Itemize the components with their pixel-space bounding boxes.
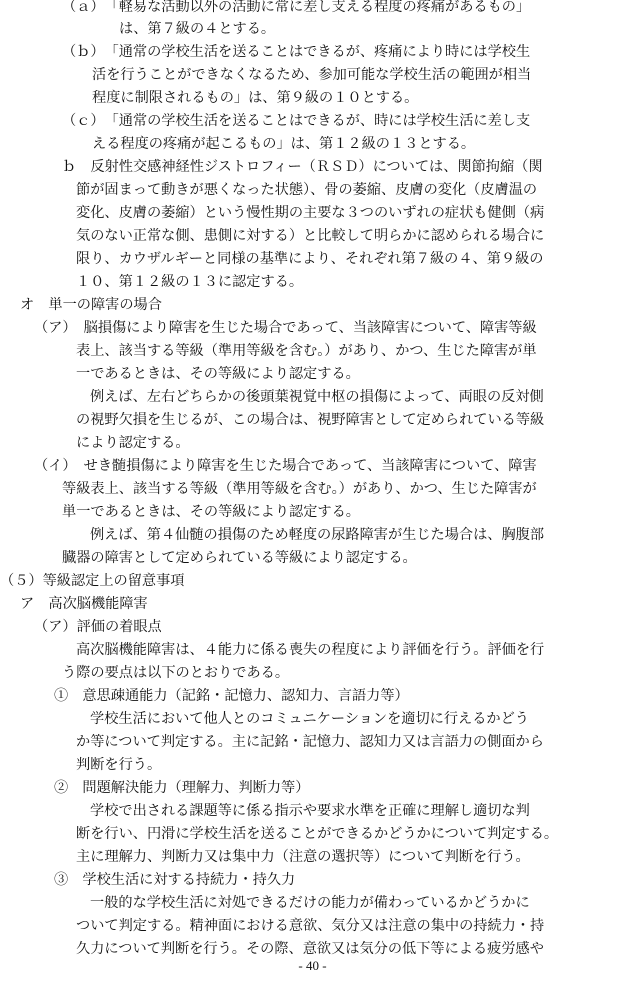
text-line: 節が固まって動きが悪くなった状態）、骨の萎縮、皮膚の変化（皮膚温の <box>76 182 538 198</box>
text-line: 表上、該当する等級（準用等級を含む。）があり、かつ、生じた障害が単 <box>76 343 537 359</box>
text-line: 等級表上、該当する等級（準用等級を含む。）があり、かつ、生じた障害が <box>62 481 537 497</box>
text-line: は、第７級の４とする。 <box>119 21 276 37</box>
page-number: - 40 - <box>298 958 327 973</box>
text-line: ｂ 反射性交感神経性ジストロフィー（ＲＳＤ）については、関節拘縮（関 <box>62 159 543 175</box>
list-item-heading: ② 問題解決能力（理解力、判断力等） <box>54 780 310 796</box>
text-line: 高次脳機能障害は、４能力に係る喪失の程度により評価を行う。評価を行 <box>76 642 545 658</box>
text-line: う際の要点は以下のとおりである。 <box>62 665 290 681</box>
text-line: える程度の疼痛が起こるもの」は、第１２級の１３とする。 <box>92 136 476 152</box>
text-line: （ｂ） 「通常の学校生活を送ることはできるが、疼痛により時には学校生 <box>62 44 531 60</box>
text-line: 久力について判断を行う。その際、意欲又は気分の低下等による疲労感や <box>76 941 544 957</box>
section-heading: ア 高次脳機能障害 <box>20 596 148 612</box>
list-item-heading: ① 意思疎通能力（記銘・記憶力、認知力、言語力等） <box>54 688 409 704</box>
section-heading: （５）等級認定上の留意事項 <box>0 573 185 589</box>
section-heading: （ア）評価の着眼点 <box>34 619 162 635</box>
text-line: 一であるときは、その等級により認定する。 <box>76 366 360 382</box>
text-line: 活を行うことができなくなるため、参加可能な学校生活の範囲が相当 <box>92 67 532 83</box>
text-line: 主に理解力、判断力又は集中力（注意の選択等）について判断を行う。 <box>76 849 530 865</box>
text-line: 学校生活において他人とのコミュニケーションを適切に行えるかどう <box>90 711 529 727</box>
text-line: ついて判定する。精神面における意欲、気分又は注意の集中の持続力・持 <box>76 918 545 934</box>
text-line: の視野欠損を生じるが、この場合は、視野障害として定められている等級 <box>76 412 545 428</box>
text-line: 判断を行う。 <box>76 757 162 773</box>
section-heading: オ 単一の障害の場合 <box>20 297 162 313</box>
text-line: （ｃ） 「通常の学校生活を送ることはできるが、時には学校生活に差し支 <box>62 113 531 129</box>
text-line: か等について判定する。主に記銘・記憶力、認知力又は言語力の側面から <box>76 734 544 750</box>
text-line: １０、第１２級の１３に認定する。 <box>76 274 304 290</box>
text-line: 例えば、第４仙髄の損傷のため軽度の尿路障害が生じた場合は、胸腹部 <box>90 527 545 543</box>
text-line: 臓器の障害として定められている等級により認定する。 <box>62 550 417 566</box>
text-line: （ａ） 「軽易な活動以外の活動に常に差し支える程度の疼痛があるもの」 <box>62 0 531 15</box>
text-line: 例えば、左右どちらかの後頭葉視覚中枢の損傷によって、両眼の反対側 <box>90 389 544 405</box>
list-item-heading: ③ 学校生活に対する持続力・持久力 <box>54 872 296 888</box>
text-line: 単一であるときは、その等級により認定する。 <box>62 504 360 520</box>
text-line: 限り、カウザルギーと同様の基準により、それぞれ第７級の４、第９級の <box>76 251 544 267</box>
text-line: により認定する。 <box>76 435 190 451</box>
text-line: 一般的な学校生活に対処できるだけの能力が備わっているかどうかに <box>90 895 530 911</box>
text-line: 学校で出される課題等に係る指示や要求水準を正確に理解し適切な判 <box>90 803 530 819</box>
text-line: （ア） 脳損傷により障害を生じた場合であって、当該障害について、障害等級 <box>34 320 537 336</box>
text-line: 変化、皮膚の萎縮）という慢性期の主要な３つのいずれの症状も健側（病 <box>76 205 545 221</box>
text-line: 断を行い、円滑に学校生活を送ることができるかどうかについて判定する。 <box>76 826 559 842</box>
text-line: 程度に制限されるもの」は、第９級の１０とする。 <box>92 90 419 106</box>
text-line: （イ） せき髄損傷により障害を生じた場合であって、当該障害について、障害 <box>34 458 537 474</box>
text-line: 気のない正常な側、患側に対する）と比較して明らかに認められる場合に <box>76 228 545 244</box>
